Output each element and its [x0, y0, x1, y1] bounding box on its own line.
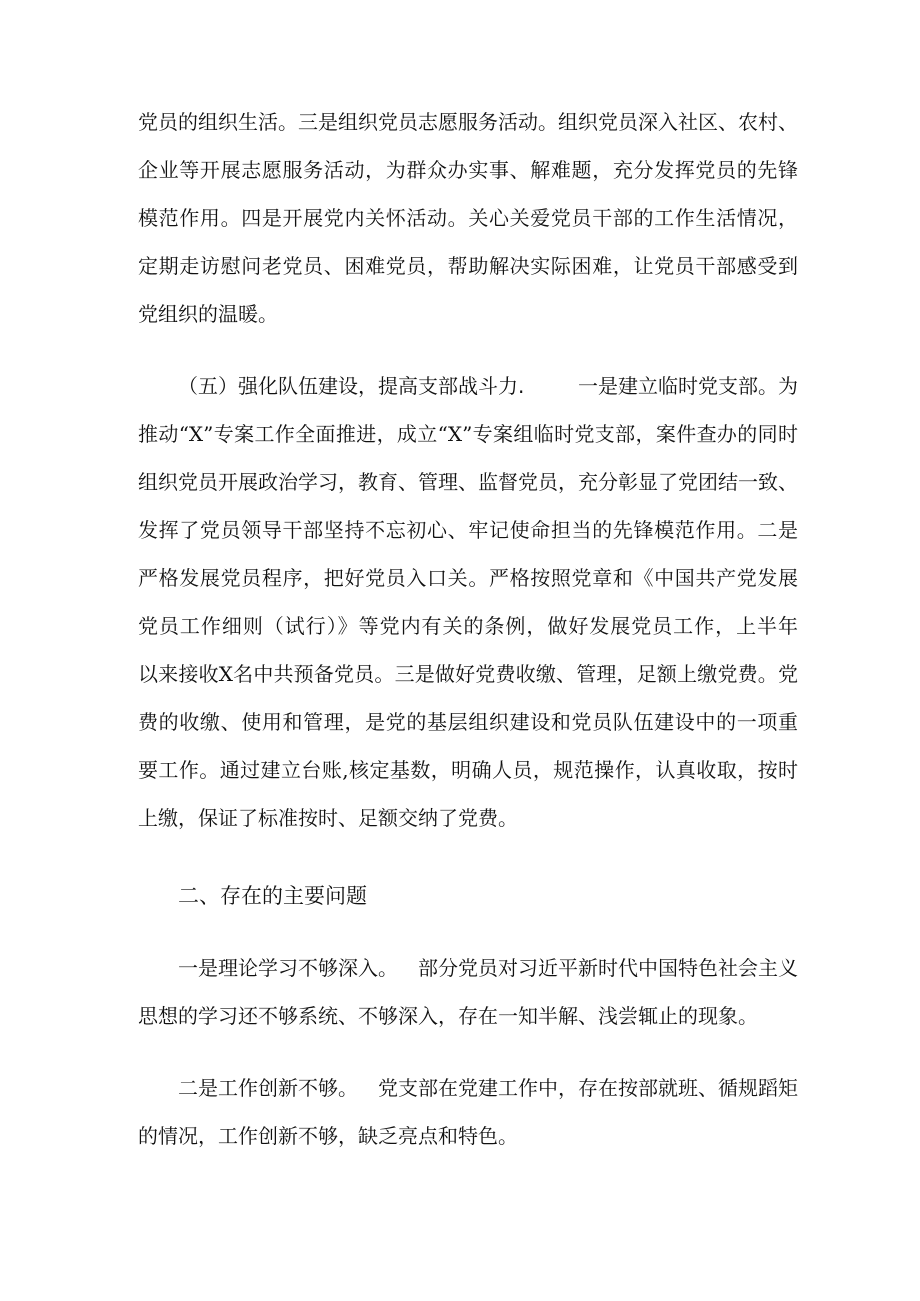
text-line: 上缴，保证了标准按时、足额交纳了党费。 [138, 806, 518, 830]
text-segment: 党支部在党建工作中，存在按部就班、循规蹈矩 [378, 1076, 798, 1100]
text-line: 企业等开展志愿服务活动，为群众办实事、解难题，充分发挥党员的先锋 [138, 158, 798, 182]
text-line: 要工作。通过建立台账,核定基数，明确人员，规范操作，认真收取，按时 [138, 758, 798, 782]
text-line: 思想的学习还不够系统、不够深入，存在一知半解、浅尝辄止的现象。 [138, 1004, 758, 1028]
text-line: 模范作用。四是开展党内关怀活动。关心关爱党员干部的工作生活情况， [138, 206, 798, 230]
text-line: 定期走访慰问老党员、困难党员，帮助解决实际困难，让党员干部感受到 [138, 254, 798, 278]
first-line [178, 1074, 798, 1102]
text-line: 发挥了党员领导干部坚持不忘初心、牢记使命担当的先锋模范作用。二是 [138, 518, 798, 542]
problem-lead: 一是理论学习不够深入。 [178, 956, 398, 980]
text-line: 党员工作细则（试行）》等党内有关的条例，做好发展党员工作，上半年 [138, 614, 798, 638]
text-line: 推动“X”专案工作全面推进，成立“X”专案组临时党支部，案件查办的同时 [138, 422, 798, 446]
text-line: 严格发展党员程序，把好党员入口关。严格按照党章和《中国共产党发展 [138, 566, 798, 590]
section-heading: 二、存在的主要问题 [178, 884, 367, 908]
section-lead: （五）强化队伍建设，提高支部战斗力. [178, 374, 525, 398]
text-line: 组织党员开展政治学习，教育、管理、监督党员，充分彰显了党团结一致、 [138, 470, 798, 494]
text-line: 的情况，工作创新不够，缺乏亮点和特色。 [138, 1124, 518, 1148]
problem-lead: 二是工作创新不够。 [178, 1076, 358, 1100]
first-line [178, 372, 798, 400]
text-line: 党员的组织生活。三是组织党员志愿服务活动。组织党员深入社区、农村、 [138, 110, 798, 134]
text-segment: 一是建立临时党支部。为 [578, 374, 798, 398]
text-segment: 部分党员对习近平新时代中国特色社会主义 [418, 956, 798, 980]
text-line: 以来接收X名中共预备党员。三是做好党费收缴、管理，足额上缴党费。党 [138, 662, 798, 686]
text-line: 党组织的温暖。 [138, 302, 278, 326]
first-line [178, 954, 798, 982]
text-line: 费的收缴、使用和管理，是党的基层组织建设和党员队伍建设中的一项重 [138, 710, 798, 734]
